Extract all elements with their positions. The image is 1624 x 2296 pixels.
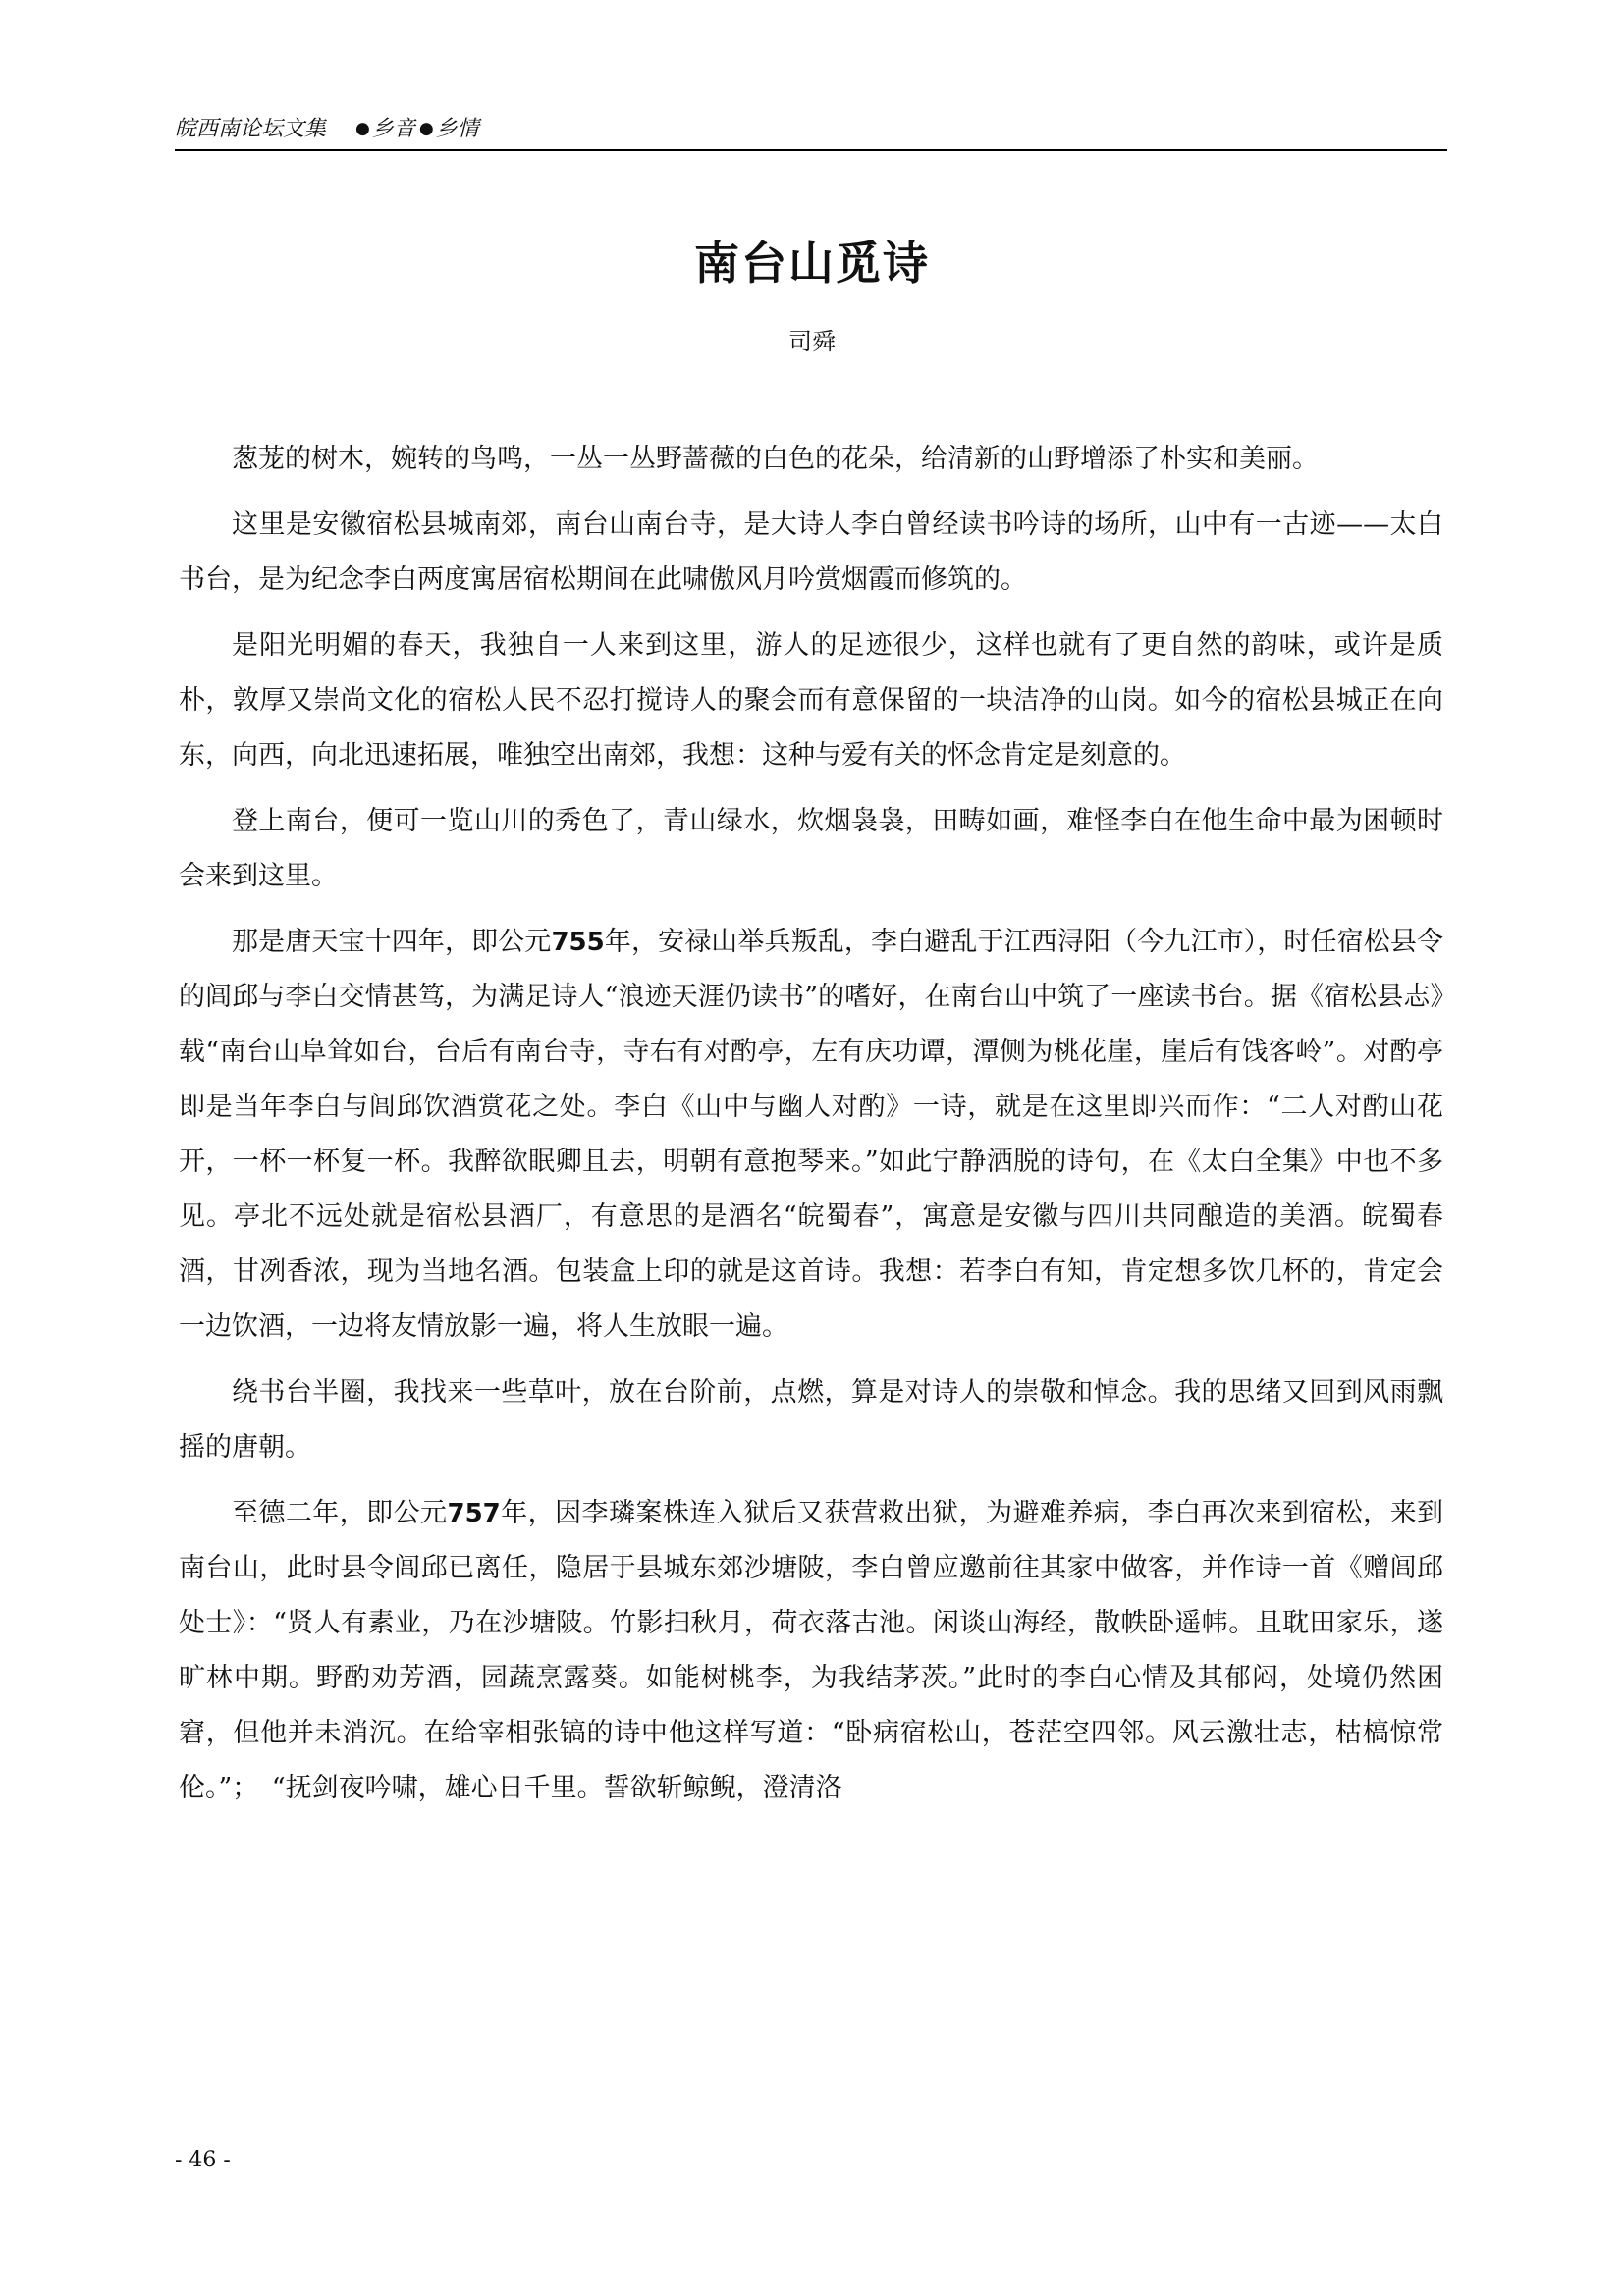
bullet-icon: ● [355, 119, 370, 138]
article-title: 南台山觅诗 [694, 237, 930, 290]
article-body [179, 432, 1443, 1827]
page-number: - 46 - [175, 2148, 231, 2172]
paragraph-text: 那是唐天宝十四年，即公元 [232, 927, 552, 957]
year-number: 757 [447, 1499, 501, 1528]
paragraph: 绕书台半圈，我找来一些草叶，放在台阶前，点燃，算是对诗人的崇敬和悼念。我的思绪又回到风雨飘摇的唐朝。 [179, 1377, 1443, 1463]
journal-name: 皖西南论坛文集 [175, 117, 327, 141]
paragraph: 登上南台，便可一览山川的秀色了，青山绿水，炊烟袅袅，田畴如画，难怪李白在他生命中最为困顿时会来到这里。 [179, 806, 1443, 891]
bullet-icon: ● [418, 119, 434, 138]
article-author: 司舜 [788, 328, 836, 355]
year-number: 755 [551, 928, 605, 957]
section-name-1: 乡音 [371, 117, 415, 141]
paragraph: 葱茏的树木，婉转的鸟鸣，一丛一丛野蔷薇的白色的花朵，给清新的山野增添了朴实和美丽。 [232, 444, 1319, 474]
section-name-2: 乡情 [435, 117, 479, 141]
paragraph: 是阳光明媚的春天，我独自一人来到这里，游人的足迹很少，这样也就有了更自然的韵味，或许是质朴，敦厚又崇尚文化的宿松人民不忍打搅诗人的聚会而有意保留的一块洁净的山岗。如今的宿松县城正在向东，向西，向北迅速拓展，唯独空出南郊，我想：这种与爱有关的怀念肯定是刻意的。 [179, 630, 1443, 771]
paragraph-text: 至德二年，即公元 [232, 1498, 448, 1528]
paragraph-text: 年，安禄山举兵叛乱，李白避乱于江西浔阳（今九江市），时任宿松县令的闾邱与李白交情甚笃，为满足诗人“浪迹天涯仍读书”的嗜好，在南台山中筑了一座读书台。据《宿松县志》载“南台山阜耸如台，台后有南台寺，寺右有对酌亭，左有庆功谭，潭侧为桃花崖，崖后有饯客岭”。对酌亭即是当年李白与闾邱饮酒赏花之处。李白《山中与幽人对酌》一诗，就是在这里即兴而作：“二人对酌山花开，一杯一杯复一杯。我醉欲眠卿且去，明朝有意抱琴来。”如此宁静洒脱的诗句，在《太白全集》中也不多见。亭北不远处就是宿松县酒厂，有意思的是酒名“皖蜀春”，寓意是安徽与四川共同酿造的美酒。皖蜀春酒，甘冽香浓，现为当地名酒。包装盒上印的就是这首诗。我想：若李白有知，肯定想多饮几杯的，肯定会一边饮酒，一边将友情放影一遍，将人生放眼一遍。 [179, 927, 1444, 1342]
paragraph-text: 年，因李璘案株连入狱后又获营救出狱，为避难养病，李白再次来到宿松，来到南台山，此时县令闾邱已离任，隐居于县城东郊沙塘陂，李白曾应邀前往其家中做客，并作诗一首《赠闾邱处士》：“贤人有素业，乃在沙塘陂。竹影扫秋月，荷衣落古池。闲谈山海经，散帙卧遥帏。且耽田家乐，遂旷林中期。野酌劝芳酒，园蔬烹露葵。如能树桃李，为我结茅茨。”此时的李白心情及其郁闷，处境仍然困窘，但他并未消沉。在给宰相张镐的诗中他这样写道：“卧病宿松山，苍茫空四邻。风云激壮志，枯槁惊常伦。”； “抚剑夜吟啸，雄心日千里。誓欲斩鲸鲵，澄清洛 [179, 1498, 1444, 1803]
paragraph [179, 915, 1443, 1355]
paragraph: 这里是安徽宿松县城南郊，南台山南台寺，是大诗人李白曾经读书吟诗的场所，山中有一古迹——太白书台，是为纪念李白两度寓居宿松期间在此啸傲风月吟赏烟霞而修筑的。 [179, 509, 1443, 595]
paragraph [179, 1486, 1443, 1816]
running-header [175, 110, 1447, 151]
